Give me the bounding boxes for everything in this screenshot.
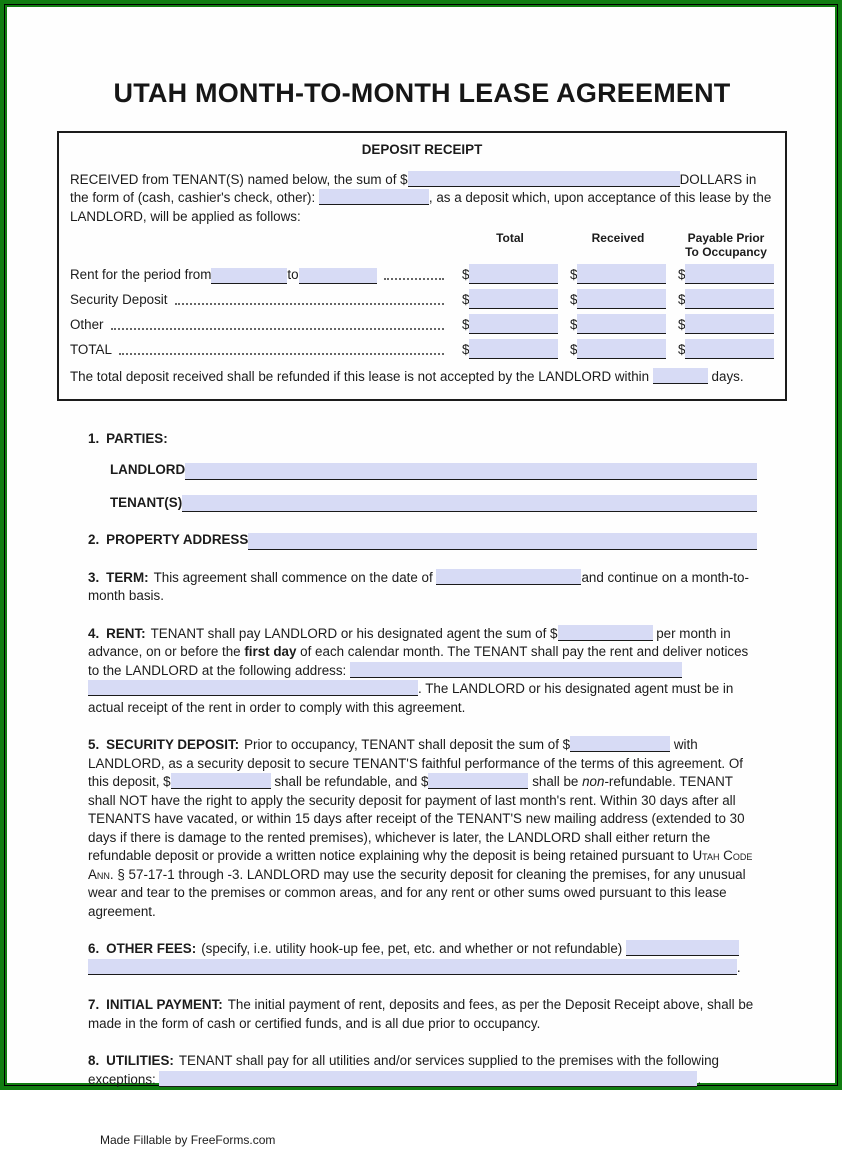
section-other-fees: 6. OTHER FEES: (specify, i.e. utility hook-up fee, pet, etc. and whether or not refundable) . bbox=[88, 941, 741, 975]
section-title: PARTIES: bbox=[106, 430, 168, 446]
dollar-sign: $ bbox=[570, 266, 578, 282]
section-title: PROPERTY ADDRESS bbox=[106, 532, 249, 547]
refund-clause: The total deposit received shall be refunded if this lease is not accepted by the LANDLORD within days. bbox=[70, 369, 744, 384]
intro-as-deposit-text: , as a deposit which, upon acceptance of this lease by the LANDLORD, will be applied as follows: bbox=[70, 190, 772, 224]
deposit-sum-field[interactable] bbox=[408, 171, 680, 187]
section-number: 6. bbox=[88, 941, 100, 956]
security-total-field[interactable] bbox=[469, 289, 558, 309]
section-title: TERM: bbox=[106, 569, 149, 585]
deposit-intro-paragraph bbox=[70, 171, 774, 227]
rent-received-field[interactable] bbox=[577, 264, 666, 284]
payment-form-field[interactable] bbox=[319, 189, 429, 205]
security-payable-field[interactable] bbox=[685, 289, 774, 309]
other-payable-field[interactable] bbox=[685, 314, 774, 334]
rent-period-from-field[interactable] bbox=[211, 268, 287, 284]
dollar-sign: $ bbox=[678, 291, 686, 307]
dollar-sign: $ bbox=[462, 316, 470, 332]
other-total-field[interactable] bbox=[469, 314, 558, 334]
footer-credit: Made Fillable by FreeForms.com bbox=[100, 1133, 276, 1147]
page-border-mid bbox=[4, 4, 838, 1147]
intro-received-text: RECEIVED from TENANT(S) named below, the sum of $ bbox=[70, 171, 408, 187]
dollar-sign: $ bbox=[462, 291, 470, 307]
intro-form-of-text: in the form of (cash, cashier's check, other): bbox=[70, 171, 757, 205]
total-row-label: TOTAL bbox=[70, 341, 112, 357]
section-title: OTHER FEES: bbox=[106, 941, 197, 956]
other-received-field[interactable] bbox=[577, 314, 666, 334]
dot-leader bbox=[111, 328, 445, 330]
section-parties-heading bbox=[88, 430, 757, 449]
other-fees-field-1[interactable] bbox=[626, 940, 739, 956]
other-row-label: Other bbox=[70, 316, 104, 332]
refundable-amount-field[interactable] bbox=[171, 773, 271, 789]
landlord-name-field[interactable] bbox=[185, 463, 757, 480]
deposit-row-total bbox=[70, 339, 774, 359]
dot-leader bbox=[175, 303, 445, 305]
section-number: 8. bbox=[88, 1053, 100, 1068]
dollar-sign: $ bbox=[678, 266, 686, 282]
dollar-sign: $ bbox=[570, 291, 578, 307]
dollar-sign: $ bbox=[678, 316, 686, 332]
refund-days-field[interactable] bbox=[653, 368, 708, 384]
dot-leader bbox=[119, 353, 444, 355]
column-header-received: Received bbox=[591, 231, 645, 245]
commence-date-field[interactable] bbox=[436, 569, 581, 585]
section-initial-payment: 7. INITIAL PAYMENT: The initial payment of rent, deposits and fees, as per the Deposit Receipt above, shall be made in the form of cash or certified funds, and is all due prior to occupancy. bbox=[88, 997, 754, 1031]
landlord-address-field-2[interactable] bbox=[88, 680, 418, 696]
page-border-inner bbox=[5, 5, 837, 1147]
section-parties bbox=[88, 430, 757, 513]
section-title: UTILITIES: bbox=[106, 1053, 174, 1068]
section-number: 3. bbox=[88, 569, 100, 585]
section-utilities: 8. UTILITIES: TENANT shall pay for all utilities and/or services supplied to the premises with the following exceptions: . bbox=[88, 1053, 719, 1087]
tenant-line bbox=[110, 494, 757, 513]
deposit-receipt-heading: DEPOSIT RECEIPT bbox=[361, 142, 483, 157]
section-number: 2. bbox=[88, 532, 100, 547]
lease-form-page bbox=[7, 7, 835, 1147]
rent-total-field[interactable] bbox=[469, 264, 558, 284]
security-row-label: Security Deposit bbox=[70, 291, 168, 307]
rent-row-label: Rent for the period from bbox=[70, 266, 212, 282]
first-day-emphasis: first day bbox=[244, 644, 297, 659]
section-security-deposit: 5. SECURITY DEPOSIT: Prior to occupancy, TENANT shall deposit the sum of $ with LANDLORD, as a security deposit to secure TENANT'S faithful performance of the terms of this agreement. Of this deposit, $ shall be refundable, and $ shall be non-refundable. TENANT shall NOT have the right to apply the security deposit for payment of last month's rent. Within 30 days after all TENANTS have vacated, or within 15 days after receipt of the TENANT'S new mailing address (extended to 30 days if there is damage to the rented premises), whichever is later, the LANDLORD shall either return the refundable deposit or provide a written notice explaining why the deposit is being retained pursuant to Utah Code Ann. § 57-17-1 through -3. LANDLORD may use the security deposit for cleaning the premises, for any unusual wear and tear to the premises or common areas, and for any rent or other sums owed pursuant to this lease agreement. bbox=[88, 737, 753, 919]
monthly-rent-amount-field[interactable] bbox=[558, 625, 653, 641]
section-property-address bbox=[88, 531, 757, 550]
security-deposit-amount-field[interactable] bbox=[570, 736, 670, 752]
section-number: 4. bbox=[88, 625, 100, 641]
dollar-sign: $ bbox=[678, 341, 686, 357]
column-header-total: Total bbox=[496, 231, 524, 245]
other-fees-field-2[interactable] bbox=[88, 959, 737, 975]
property-address-field[interactable] bbox=[248, 533, 757, 550]
intro-dollars-text: DOLLARS bbox=[679, 171, 743, 187]
deposit-table-header bbox=[70, 232, 774, 259]
total-received-field[interactable] bbox=[577, 339, 666, 359]
security-received-field[interactable] bbox=[577, 289, 666, 309]
deposit-row-other bbox=[70, 314, 774, 334]
landlord-line bbox=[110, 461, 757, 480]
rent-payable-field[interactable] bbox=[685, 264, 774, 284]
dollar-sign: $ bbox=[570, 341, 578, 357]
lease-sections bbox=[57, 430, 787, 1090]
landlord-address-field-1[interactable] bbox=[350, 662, 682, 678]
nonrefundable-amount-field[interactable] bbox=[428, 773, 528, 789]
utilities-exceptions-field[interactable] bbox=[159, 1071, 697, 1087]
rent-row-to-label: to bbox=[287, 266, 299, 282]
section-title: RENT: bbox=[106, 625, 146, 641]
dollar-sign: $ bbox=[462, 341, 470, 357]
section-title: SECURITY DEPOSIT: bbox=[106, 737, 240, 752]
dot-leader bbox=[384, 278, 444, 280]
utah-code-citation: Utah Code Ann. bbox=[88, 848, 753, 882]
column-header-payable: Payable Prior To Occupancy bbox=[685, 231, 767, 259]
tenant-label: TENANT(S) bbox=[110, 494, 183, 510]
deposit-row-security bbox=[70, 289, 774, 309]
deposit-row-rent bbox=[70, 264, 774, 284]
tenant-name-field[interactable] bbox=[182, 495, 757, 512]
deposit-receipt-box bbox=[57, 131, 787, 401]
section-number: 5. bbox=[88, 737, 100, 752]
page-title: UTAH MONTH-TO-MONTH LEASE AGREEMENT bbox=[113, 78, 731, 108]
section-number: 7. bbox=[88, 997, 100, 1012]
dollar-sign: $ bbox=[570, 316, 578, 332]
section-rent: 4. RENT: TENANT shall pay LANDLORD or his designated agent the sum of $ per month in advance, on or before the first day of each calendar month. The TENANT shall pay the rent and deliver notices to the LANDLORD at the following address: . The LANDLORD or his designated agent must be in actual receipt of the rent in order to comply with this agreement. bbox=[88, 625, 749, 715]
dollar-sign: $ bbox=[462, 266, 470, 282]
landlord-label: LANDLORD bbox=[110, 462, 186, 477]
section-title: INITIAL PAYMENT: bbox=[106, 997, 223, 1012]
rent-period-to-field[interactable] bbox=[299, 268, 377, 284]
section-number: 1. bbox=[88, 430, 100, 446]
total-total-field[interactable] bbox=[469, 339, 558, 359]
total-payable-field[interactable] bbox=[685, 339, 774, 359]
section-term: 3. TERM: This agreement shall commence on the date of and continue on a month-to-month basis. bbox=[88, 569, 749, 603]
non-italic-text: non bbox=[582, 774, 605, 789]
